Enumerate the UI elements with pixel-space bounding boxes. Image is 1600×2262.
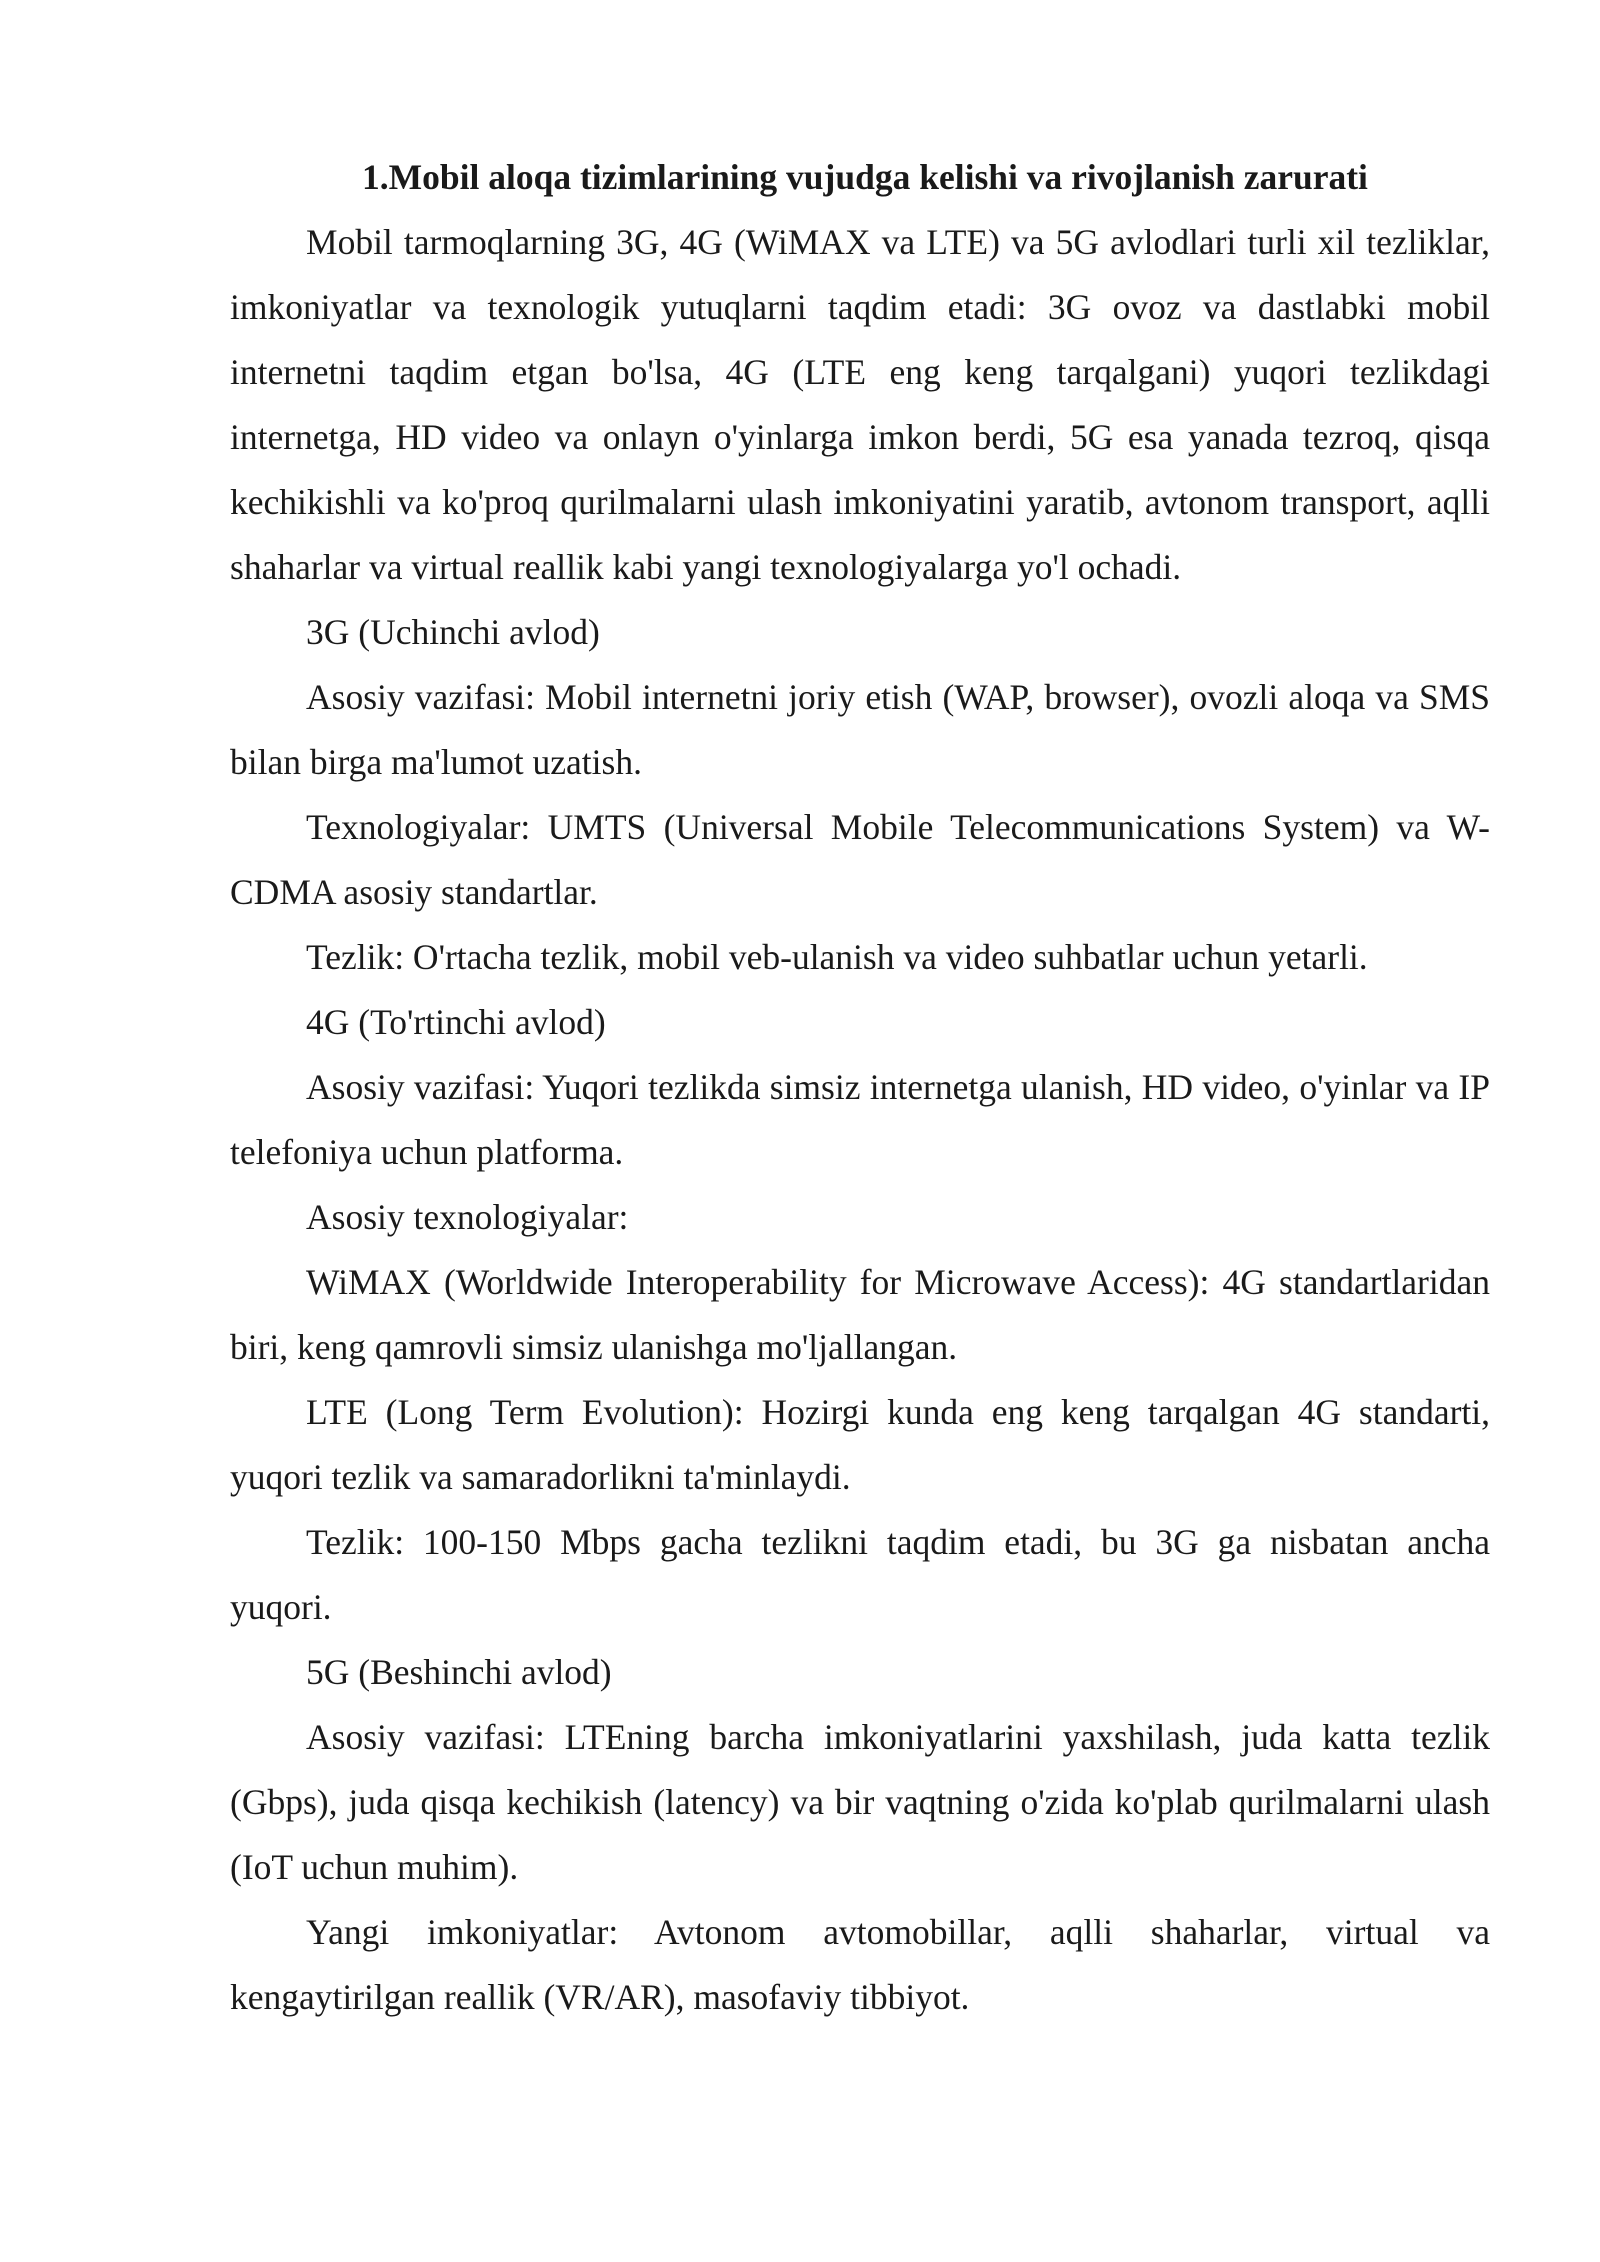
paragraph-4g-speed: Tezlik: 100-150 Mbps gacha tezlikni taqdim etadi, bu 3G ga nisbatan ancha yuqori.: [230, 1522, 1490, 1627]
paragraph-3g-technologies: Texnologiyalar: UMTS (Universal Mobile Telecommunications System) va W-CDMA asosiy standartlar.: [230, 807, 1490, 912]
paragraph-3g-purpose: Asosiy vazifasi: Mobil internetni joriy etish (WAP, browser), ovozli aloqa va SMS bilan birga ma'lumot uzatish.: [230, 677, 1490, 782]
paragraph-4g-lte: LTE (Long Term Evolution): Hozirgi kunda eng keng tarqalgan 4G standarti, yuqori tezlik va samaradorlikni ta'minlaydi.: [230, 1392, 1490, 1497]
document-body: [230, 145, 1490, 2030]
paragraph-4g-purpose: Asosiy vazifasi: Yuqori tezlikda simsiz internetga ulanish, HD video, o'yinlar va IP telefoniya uchun platforma.: [230, 1067, 1490, 1172]
intro-paragraph: Mobil tarmoqlarning 3G, 4G (WiMAX va LTE) va 5G avlodlari turli xil tezliklar, imkoniyatlar va texnologik yutuqlarni taqdim etadi: 3G ovoz va dastlabki mobil internetni taqdim etgan bo'lsa, 4G (LTE eng keng tarqalgani) yuqori tezlikdagi internetga, HD video va onlayn o'yinlarga imkon berdi, 5G esa yanada tezroq, qisqa kechikishli va ko'proq qurilmalarni ulash imkoniyatini yaratib, avtonom transport, aqlli shaharlar va virtual reallik kabi yangi texnologiyalarga yo'l ochadi.: [230, 222, 1490, 587]
subheading-4g: 4G (To'rtinchi avlod): [306, 1002, 606, 1042]
section-heading: 1.Mobil aloqa tizimlarining vujudga kelishi va rivojlanish zarurati: [362, 157, 1368, 197]
subheading-3g: 3G (Uchinchi avlod): [306, 612, 600, 652]
subheading-5g: 5G (Beshinchi avlod): [306, 1652, 612, 1692]
paragraph-4g-technologies-label: Asosiy texnologiyalar:: [306, 1197, 629, 1237]
paragraph-5g-purpose: Asosiy vazifasi: LTEning barcha imkoniyatlarini yaxshilash, juda katta tezlik (Gbps), juda qisqa kechikish (latency) va bir vaqtning o'zida ko'plab qurilmalarni ulash (IoT uchun muhim).: [230, 1717, 1490, 1887]
paragraph-5g-capabilities: Yangi imkoniyatlar: Avtonom avtomobillar, aqlli shaharlar, virtual va kengaytirilgan reallik (VR/AR), masofaviy tibbiyot.: [230, 1912, 1490, 2017]
paragraph-3g-speed: Tezlik: O'rtacha tezlik, mobil veb-ulanish va video suhbatlar uchun yetarli.: [306, 937, 1368, 977]
paragraph-4g-wimax: WiMAX (Worldwide Interoperability for Microwave Access): 4G standartlaridan biri, keng qamrovli simsiz ulanishga mo'ljallangan.: [230, 1262, 1490, 1367]
